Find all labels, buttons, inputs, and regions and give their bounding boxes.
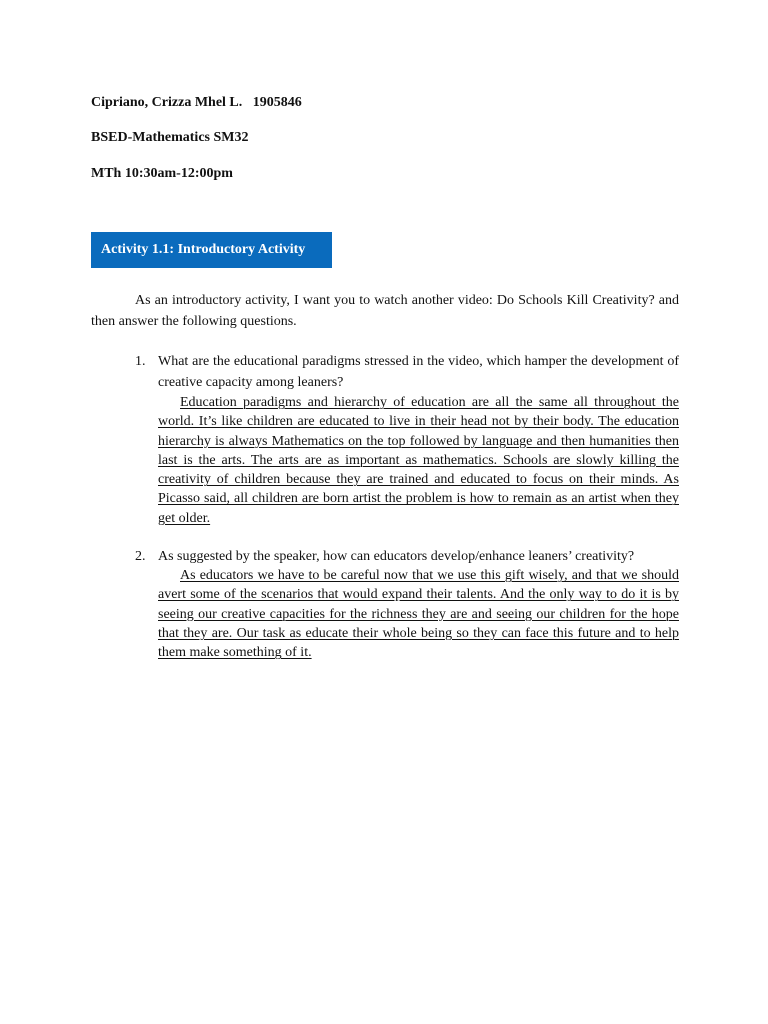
question-2-number: 2. [135, 549, 146, 564]
program-section: BSED-Mathematics SM32 [91, 130, 249, 145]
intro-paragraph: As an introductory activity, I want you to watch another video: Do Schools Kill Creativity? and then answer the following questions. [91, 293, 679, 329]
answer-2-text: As educators we have to be careful now that we use this gift wisely, and that we should avert some of the scenarios that would expand their talents. And the only way to do it is by seeing our creative capacities for the richness they are and seeing our children for the hope that they are. Our task as educate their whole being so they can face this future and to help them make something of it. [158, 568, 679, 661]
question-2-text: As suggested by the speaker, how can educators develop/enhance leaners’ creativity? [158, 549, 635, 564]
activity-title-banner [91, 232, 332, 268]
question-1-text: What are the educational paradigms stressed in the video, which hamper the development of creative capacity among leaners? [158, 354, 679, 390]
class-schedule: MTh 10:30am-12:00pm [91, 166, 233, 181]
answer-1-text: Education paradigms and hierarchy of education are all the same all throughout the world. It’s like children are educated to live in their head not by their body. The education hierarchy is always Mathematics on the top followed by language and then humanities then last is the arts. The arts are as important as mathematics. Schools are slowly killing the creativity of children because they are trained and educated to focus on their minds. As Picasso said, all children are born artist the problem is how to remain as an artist when they get older. [158, 395, 679, 526]
activity-title: Activity 1.1: Introductory Activity [101, 242, 306, 257]
question-1-number: 1. [135, 354, 146, 369]
student-name-id: Cipriano, Crizza Mhel L. 1905846 [91, 95, 302, 110]
